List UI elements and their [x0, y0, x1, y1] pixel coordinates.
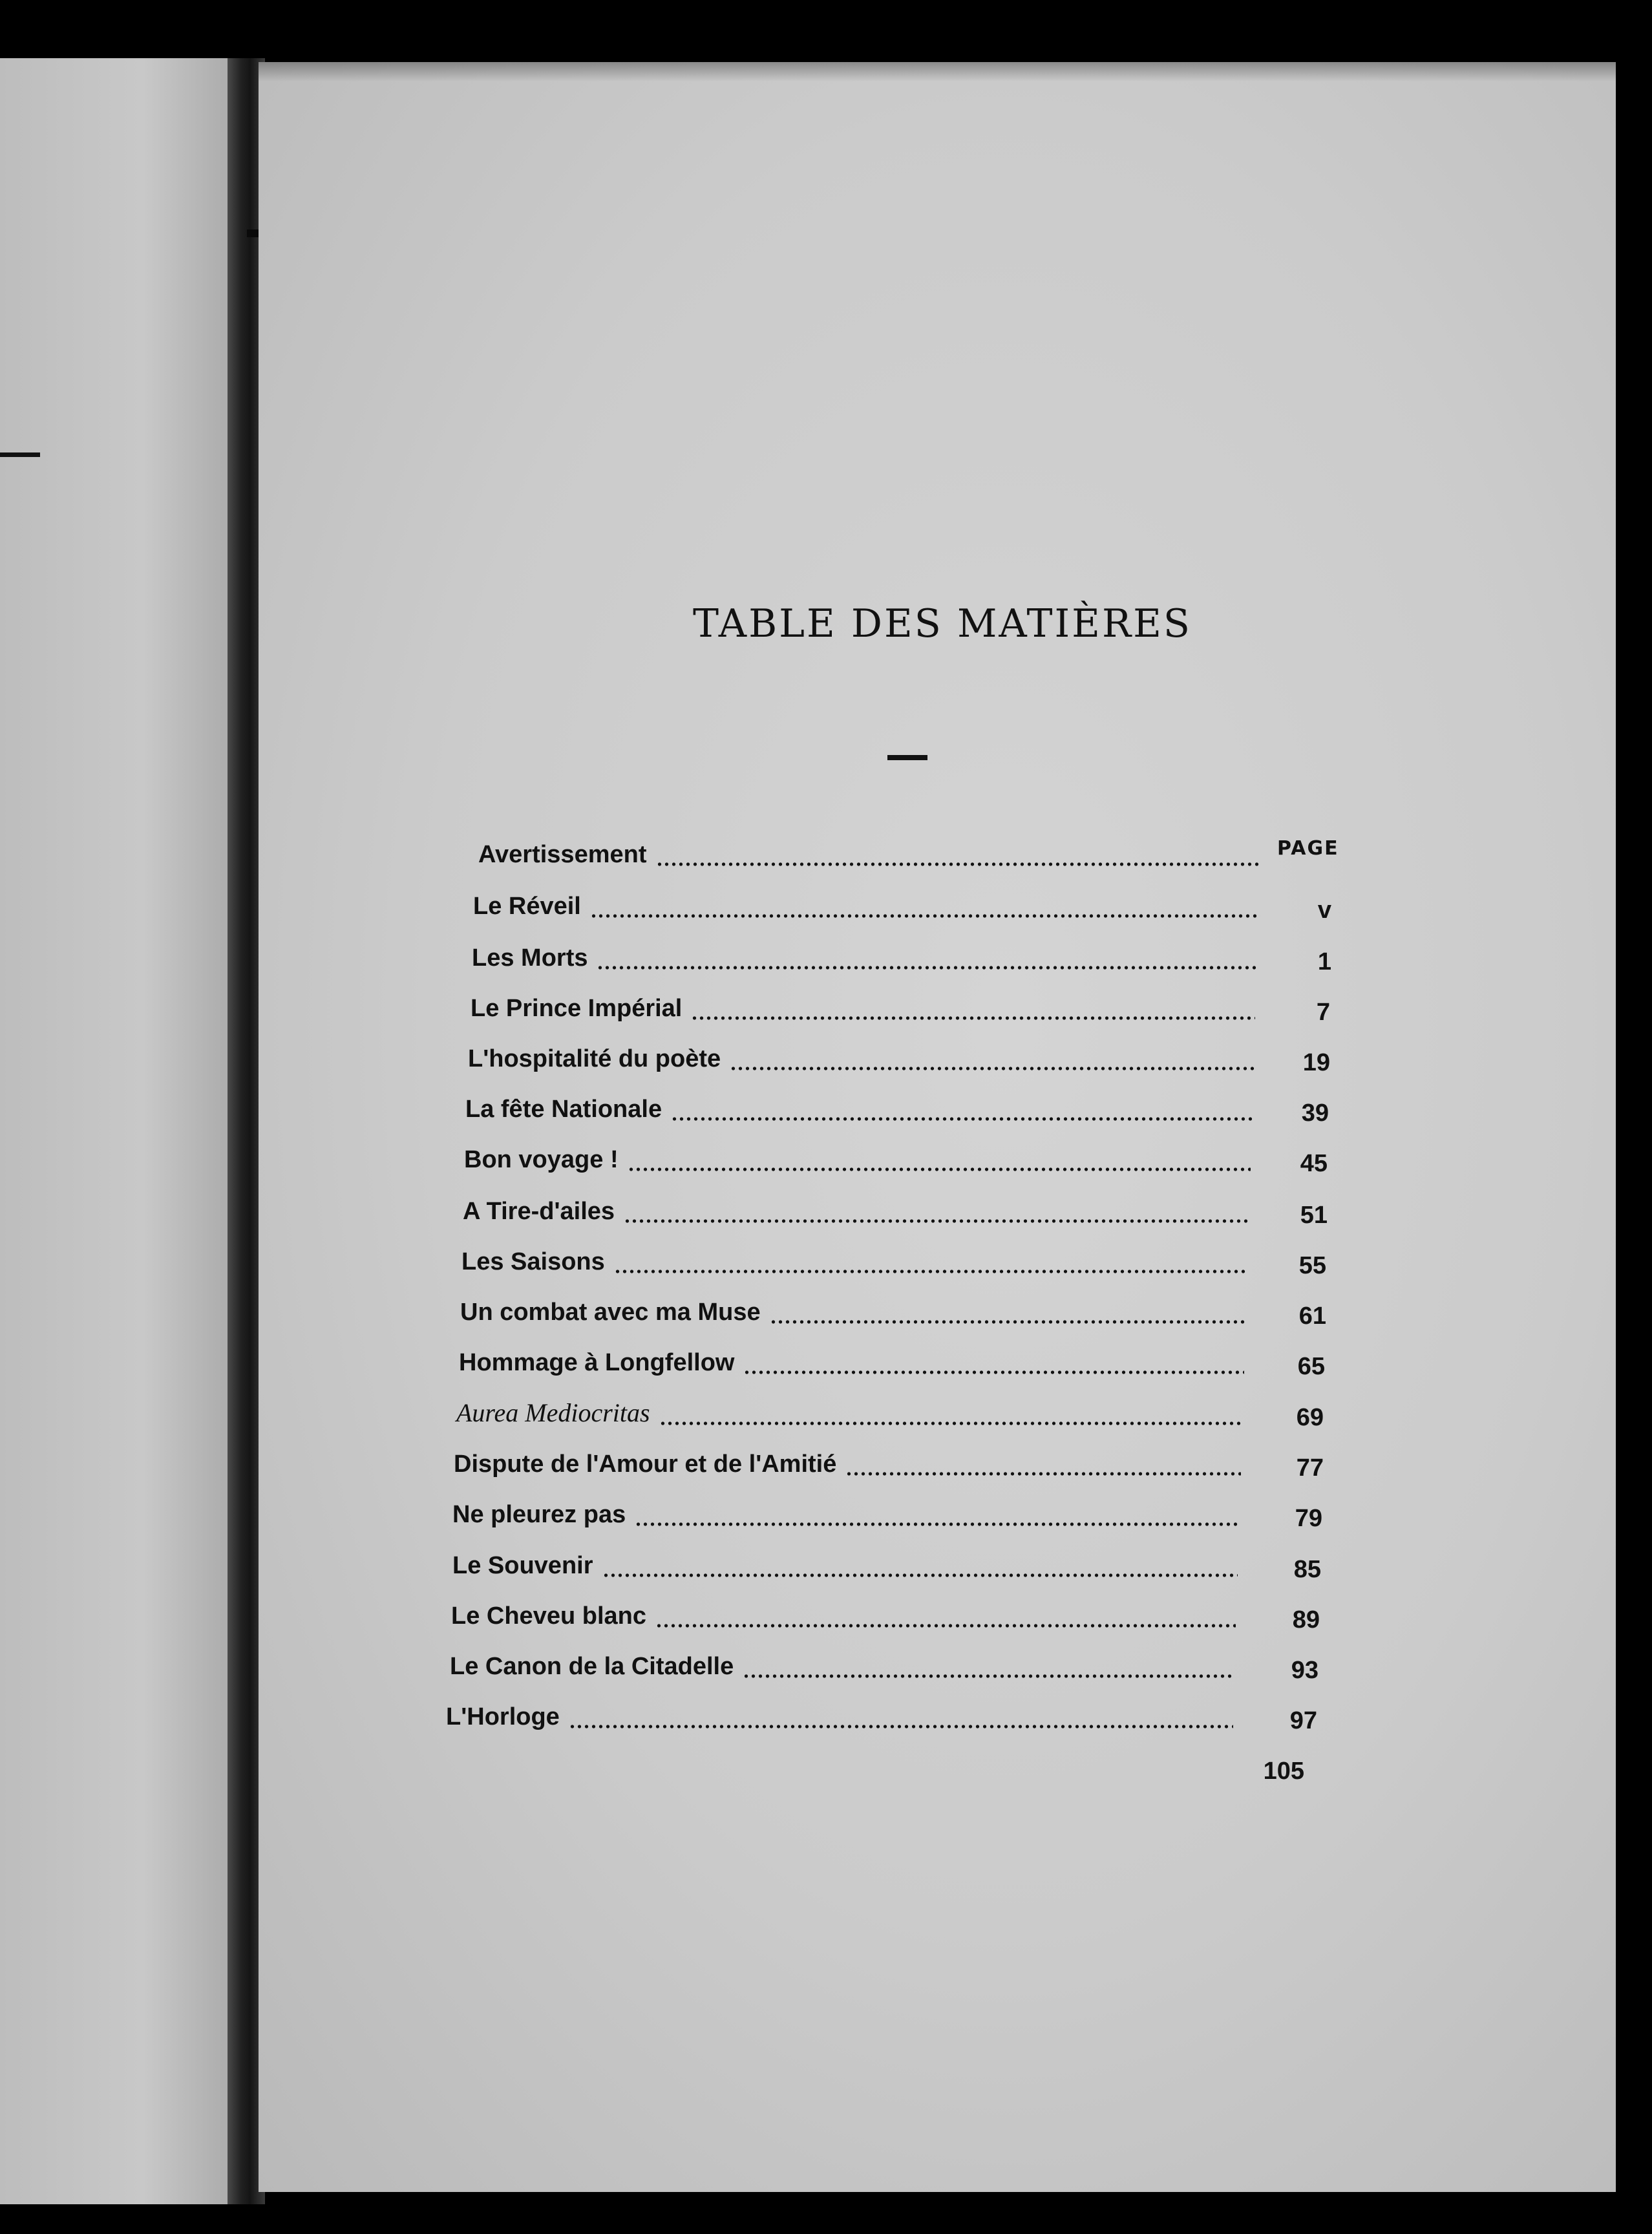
dot-leader — [590, 914, 1260, 918]
dot-leader — [569, 1725, 1233, 1729]
toc-entry-page: 89 — [1292, 1606, 1320, 1633]
toc-entry-page: 45 — [1300, 1150, 1328, 1177]
toc-entry-title: Le Canon de la Citadelle — [450, 1653, 734, 1680]
margin-mark — [0, 452, 40, 457]
toc-entry-page: 79 — [1295, 1505, 1322, 1532]
page-column-header: PAGE — [1277, 837, 1339, 860]
toc-entry — [450, 1646, 1357, 1685]
toc-entry-title: Bon voyage ! — [464, 1146, 619, 1173]
dot-leader — [602, 1573, 1238, 1577]
dot-leader — [671, 1117, 1254, 1121]
toc-entry — [478, 834, 1357, 873]
toc-entry-title: L'Horloge — [446, 1703, 560, 1730]
toc-entry — [471, 988, 1357, 1027]
toc-entry-page: 39 — [1301, 1100, 1329, 1127]
dot-leader — [628, 1167, 1251, 1171]
toc-entry-title: Avertissement — [478, 841, 647, 868]
toc-entry — [452, 1545, 1357, 1584]
toc-entry-title: Le Souvenir — [452, 1552, 593, 1579]
toc-entry — [456, 1393, 1357, 1432]
toc-entry-title: Le Réveil — [473, 893, 581, 920]
toc-entry-title: A Tire-d'ailes — [463, 1198, 615, 1225]
dot-leader — [624, 1219, 1251, 1223]
dot-leader — [635, 1522, 1240, 1526]
toc-entry-page: 51 — [1300, 1202, 1328, 1229]
toc-entry-page: v — [1317, 897, 1331, 924]
toc-entry — [473, 886, 1357, 924]
toc-entry — [464, 1139, 1357, 1178]
dot-leader — [845, 1472, 1241, 1476]
page-title: TABLE DES MATIÈRES — [693, 601, 1192, 646]
toc-entry — [452, 1494, 1357, 1533]
dot-leader — [655, 1624, 1236, 1628]
toc-entry — [468, 1038, 1357, 1077]
left-page — [0, 58, 239, 2204]
toc-entry-page: 77 — [1296, 1454, 1324, 1482]
toc-entry-page: 1 — [1317, 948, 1331, 975]
toc-entry-page: 7 — [1316, 999, 1330, 1026]
toc-entry — [451, 1595, 1357, 1634]
toc-entry-title: L'hospitalité du poète — [468, 1045, 721, 1072]
toc-entry-page: 105 — [1263, 1758, 1304, 1785]
toc-entry-page: 93 — [1291, 1657, 1318, 1684]
dot-leader — [614, 1270, 1247, 1273]
toc-entry-title: Les Morts — [472, 944, 588, 972]
toc-entry-title: Le Cheveu blanc — [451, 1602, 646, 1630]
toc-entry — [445, 1747, 1357, 1785]
toc-entry-page: 61 — [1298, 1303, 1326, 1330]
toc-entry-page: 97 — [1289, 1707, 1317, 1734]
toc-entry — [459, 1342, 1357, 1381]
title-rule — [887, 755, 927, 760]
dot-leader — [597, 966, 1257, 970]
toc-entry-page: 85 — [1293, 1556, 1321, 1583]
toc-entry-title: Un combat avec ma Muse — [460, 1299, 761, 1326]
dot-leader — [770, 1320, 1246, 1324]
toc-entry-page: 19 — [1302, 1049, 1330, 1076]
toc-entry-title: Ne pleurez pas — [452, 1501, 626, 1528]
dot-leader — [743, 1674, 1234, 1678]
toc-entry — [472, 937, 1357, 976]
toc-entry-title: La fête Nationale — [465, 1096, 662, 1123]
toc-entry — [446, 1696, 1357, 1735]
toc-entry-title: Les Saisons — [461, 1248, 605, 1275]
toc-entry — [461, 1241, 1357, 1280]
toc-entry-title: Hommage à Longfellow — [459, 1349, 735, 1376]
toc-entry — [460, 1292, 1357, 1330]
toc-entry-page: 55 — [1298, 1252, 1326, 1279]
toc-entry — [454, 1443, 1357, 1482]
toc-entry-title: Aurea Mediocritas — [456, 1398, 650, 1427]
dot-leader — [659, 1421, 1242, 1425]
dot-leader — [730, 1067, 1255, 1070]
toc-entry — [465, 1089, 1357, 1127]
toc-entry-page: 65 — [1297, 1353, 1325, 1380]
dot-leader — [691, 1016, 1255, 1020]
toc-entry-page: 69 — [1296, 1404, 1324, 1431]
dot-leader — [656, 862, 1260, 866]
toc-entry-title: Dispute de l'Amour et de l'Amitié — [454, 1451, 837, 1478]
dot-leader — [743, 1370, 1244, 1374]
toc-entry — [463, 1191, 1357, 1229]
toc-entry-title: Le Prince Impérial — [471, 995, 683, 1022]
